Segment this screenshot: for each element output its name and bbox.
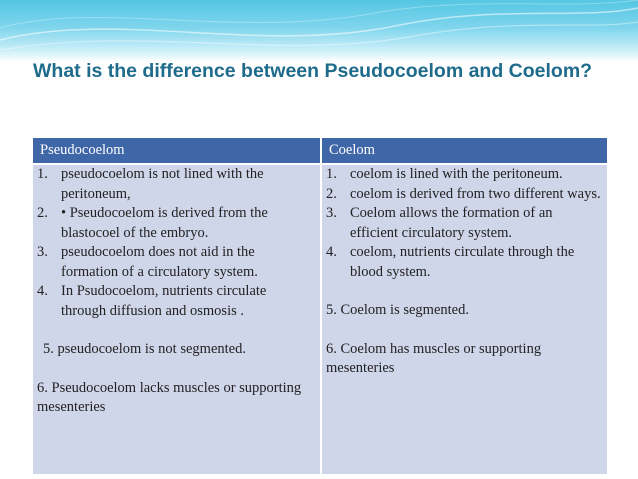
wave-decoration [0, 0, 638, 62]
point-5-text: 5. pseudocoelom is not segmented. [43, 341, 246, 357]
list-item: 2. coelom is derived from two different ways. [326, 185, 601, 202]
point-6-text: 6. Coelom has muscles or supporting mesenteries [326, 340, 542, 376]
list-item: 4. In Psudocoelom, nutrients circulate through diffusion and osmosis . [37, 283, 267, 319]
point-6-text: 6. Pseudocoelom lacks muscles or supporting mesenteries [37, 379, 302, 415]
slide-title: What is the difference between Pseudocoelom and Coelom? [33, 60, 593, 82]
pseudocoelom-column [33, 165, 320, 474]
header-pseudocoelom: Pseudocoelom [33, 138, 320, 163]
coelom-column [322, 165, 607, 474]
list-item: 3. Coelom allows the formation of an efficient circulatory system. [326, 205, 553, 241]
list-item: 3. pseudocoelom does not aid in the formation of a circulatory system. [37, 244, 258, 280]
pseudocoelom-list [33, 165, 314, 321]
comparison-table [33, 138, 607, 474]
list-item: 2. • Pseudocoelom is derived from the blastocoel of the embryo. [37, 205, 268, 241]
header-coelom: Coelom [322, 138, 607, 163]
list-item: 4. coelom, nutrients circulate through the blood system. [326, 244, 575, 280]
decorative-banner [0, 0, 638, 62]
coelom-list [322, 165, 601, 282]
list-item: 1. coelom is lined with the peritoneum. [326, 166, 563, 182]
point-5-text: 5. Coelom is segmented. [326, 302, 469, 318]
list-item: 1. pseudocoelom is not lined with the peritoneum, [37, 166, 264, 202]
